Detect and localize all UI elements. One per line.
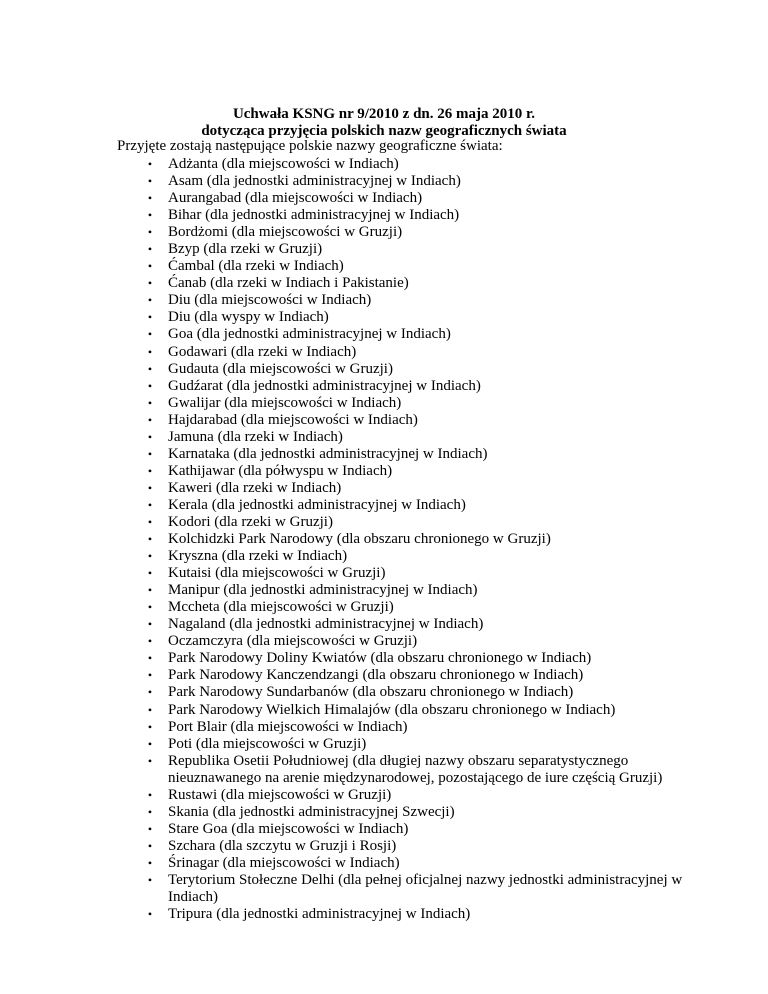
list-item: [0, 650, 688, 667]
list-item: [0, 480, 688, 497]
bullet-icon: •: [147, 549, 153, 564]
bullet-icon: •: [147, 514, 153, 529]
list-item: [0, 344, 688, 361]
list-item: [0, 497, 688, 514]
list-item-text: Kryszna (dla rzeki w Indiach): [168, 548, 348, 565]
list-item-text: Ćanab (dla rzeki w Indiach i Pakistanie): [168, 275, 409, 292]
list-item-text: Jamuna (dla rzeki w Indiach): [168, 428, 343, 445]
list-item: [0, 548, 688, 565]
bullet-icon: •: [147, 378, 153, 393]
list-item-text: Gwalijar (dla miejscowości w Indiach): [168, 394, 402, 411]
list-item: [0, 838, 688, 855]
list-item: [0, 753, 688, 787]
list-item: [0, 736, 688, 753]
list-item: [0, 224, 688, 241]
list-item-text: Goa (dla jednostki administracyjnej w Indiach): [168, 326, 451, 343]
list-item-text: Kaweri (dla rzeki w Indiach): [168, 479, 342, 496]
bullet-icon: •: [147, 208, 153, 223]
list-item: [0, 599, 688, 616]
list-item: [0, 804, 688, 821]
bullet-icon: •: [147, 310, 153, 325]
list-item: [0, 514, 688, 531]
bullet-icon: •: [147, 838, 153, 853]
bullet-icon: •: [147, 242, 153, 257]
list-item-text: Adżanta (dla miejscowości w Indiach): [168, 156, 399, 172]
bullet-icon: •: [147, 191, 153, 206]
list-item: [0, 258, 688, 275]
bullet-icon: •: [147, 651, 153, 666]
bullet-icon: •: [147, 719, 153, 734]
list-item-text: Hajdarabad (dla miejscowości w Indiach): [168, 411, 418, 428]
list-item-text: Park Narodowy Sundarbanów (dla obszaru chronionego w Indiach): [168, 684, 574, 701]
list-item-text: Park Narodowy Wielkich Himalajów (dla obszaru chronionego w Indiach): [168, 701, 616, 718]
list-item-text: Poti (dla miejscowości w Gruzji): [168, 735, 367, 752]
list-item: [0, 684, 688, 701]
list-item-text: Stare Goa (dla miejscowości w Indiach): [168, 820, 409, 837]
bullet-icon: •: [147, 736, 153, 751]
list-item: [0, 719, 688, 736]
bullet-icon: •: [147, 634, 153, 649]
bullet-icon: •: [147, 566, 153, 581]
list-item-text: Terytorium Stołeczne Delhi (dla pełnej oficjalnej nazwy jednostki administracyjnej w Indiach): [168, 871, 683, 906]
list-item-text: Gudauta (dla miejscowości w Gruzji): [168, 360, 393, 377]
bullet-icon: •: [147, 395, 153, 410]
list-item-text: Manipur (dla jednostki administracyjnej w Indiach): [168, 582, 478, 599]
list-item-text: Bzyp (dla rzeki w Gruzji): [168, 241, 323, 258]
list-item: [0, 446, 688, 463]
bullet-icon: •: [147, 821, 153, 836]
bullet-icon: •: [147, 293, 153, 308]
list-item-text: Diu (dla wyspy w Indiach): [168, 309, 329, 326]
list-item: [0, 463, 688, 480]
bullet-icon: •: [147, 617, 153, 632]
list-item-text: Park Narodowy Kanczendzangi (dla obszaru chronionego w Indiach): [168, 667, 584, 684]
bullet-icon: •: [147, 907, 153, 922]
bullet-icon: •: [147, 259, 153, 274]
list-item-text: Kathijawar (dla półwyspu w Indiach): [168, 462, 393, 479]
list-item: [0, 292, 688, 309]
list-item: [0, 906, 688, 923]
list-item: [0, 361, 688, 378]
list-item: [0, 565, 688, 582]
bullet-icon: •: [147, 174, 153, 189]
bullet-icon: •: [147, 685, 153, 700]
list-item: [0, 787, 688, 804]
list-item: [0, 326, 688, 343]
bullet-icon: •: [147, 412, 153, 427]
intro-paragraph: Przyjęte zostają następujące polskie nazwy geograficzne świata:: [117, 138, 503, 154]
list-item: [0, 395, 688, 412]
list-item: [0, 855, 688, 872]
list-item: [0, 190, 688, 207]
bullet-icon: •: [147, 327, 153, 342]
list-item: [0, 173, 688, 190]
geographic-names-list: [0, 156, 688, 923]
bullet-icon: •: [147, 804, 153, 819]
bullet-icon: •: [147, 463, 153, 478]
list-item-text: Rustawi (dla miejscowości w Gruzji): [168, 786, 392, 803]
list-item-text: Godawari (dla rzeki w Indiach): [168, 343, 357, 360]
list-item: [0, 429, 688, 446]
list-item: [0, 275, 688, 292]
list-item: [0, 633, 688, 650]
list-item-text: Tripura (dla jednostki administracyjnej w Indiach): [168, 906, 471, 923]
bullet-icon: •: [147, 855, 153, 870]
list-item-text: Kolchidzki Park Narodowy (dla obszaru chronionego w Gruzji): [168, 531, 551, 548]
bullet-icon: •: [147, 702, 153, 717]
list-item-text: Śrinagar (dla miejscowości w Indiach): [168, 854, 400, 871]
list-item-text: Kerala (dla jednostki administracyjnej w Indiach): [168, 496, 466, 513]
list-item-text: Kutaisi (dla miejscowości w Gruzji): [168, 565, 386, 582]
list-item-text: Aurangabad (dla miejscowości w Indiach): [168, 190, 423, 207]
list-item-text: Mccheta (dla miejscowości w Gruzji): [168, 599, 394, 616]
document-title: Uchwała KSNG nr 9/2010 z dn. 26 maja 2010 r.: [232, 106, 536, 122]
list-item-text: Oczamczyra (dla miejscowości w Gruzji): [168, 633, 418, 650]
bullet-icon: •: [147, 532, 153, 547]
bullet-icon: •: [147, 600, 153, 615]
list-item: [0, 412, 688, 429]
list-item: [0, 207, 688, 224]
list-item-text: Bordżomi (dla miejscowości w Gruzji): [168, 224, 403, 241]
list-item-text: Nagaland (dla jednostki administracyjnej w Indiach): [168, 616, 484, 633]
list-item-text: Skania (dla jednostki administracyjnej Szwecji): [168, 803, 455, 820]
list-item: [0, 156, 688, 173]
bullet-icon: •: [147, 157, 153, 171]
document-subtitle: dotycząca przyjęcia polskich nazw geograficznych świata: [201, 123, 567, 139]
list-item: [0, 667, 688, 684]
list-item: [0, 309, 688, 326]
list-item: [0, 378, 688, 395]
list-item-text: Diu (dla miejscowości w Indiach): [168, 292, 372, 309]
bullet-icon: •: [147, 225, 153, 240]
bullet-icon: •: [147, 753, 153, 768]
list-item-text: Park Narodowy Doliny Kwiatów (dla obszaru chronionego w Indiach): [168, 650, 592, 667]
list-item: [0, 241, 688, 258]
list-item-text: Ćambal (dla rzeki w Indiach): [168, 258, 344, 275]
bullet-icon: •: [147, 344, 153, 359]
list-item: [0, 872, 688, 906]
bullet-icon: •: [147, 497, 153, 512]
list-item: [0, 582, 688, 599]
bullet-icon: •: [147, 872, 153, 887]
bullet-icon: •: [147, 668, 153, 683]
bullet-icon: •: [147, 480, 153, 495]
list-item: [0, 821, 688, 838]
list-item: [0, 531, 688, 548]
bullet-icon: •: [147, 446, 153, 461]
bullet-icon: •: [147, 583, 153, 598]
list-item: [0, 616, 688, 633]
bullet-icon: •: [147, 787, 153, 802]
list-item-text: Republika Osetii Południowej (dla długiej nazwy obszaru separatystycznego nieuznawanego na arenie międzynarodowej, pozostającego de iure częścią Gruzji): [168, 752, 663, 786]
list-item-text: Port Blair (dla miejscowości w Indiach): [168, 718, 408, 735]
bullet-icon: •: [147, 361, 153, 376]
list-item: [0, 702, 688, 719]
list-item-text: Kodori (dla rzeki w Gruzji): [168, 513, 333, 530]
bullet-icon: •: [147, 429, 153, 444]
list-item-text: Karnataka (dla jednostki administracyjnej w Indiach): [168, 445, 488, 462]
list-item-text: Szchara (dla szczytu w Gruzji i Rosji): [168, 837, 397, 854]
list-item-text: Gudźarat (dla jednostki administracyjnej w Indiach): [168, 377, 481, 394]
bullet-icon: •: [147, 276, 153, 291]
list-item-text: Bihar (dla jednostki administracyjnej w Indiach): [168, 207, 460, 224]
list-item-text: Asam (dla jednostki administracyjnej w Indiach): [168, 173, 461, 190]
